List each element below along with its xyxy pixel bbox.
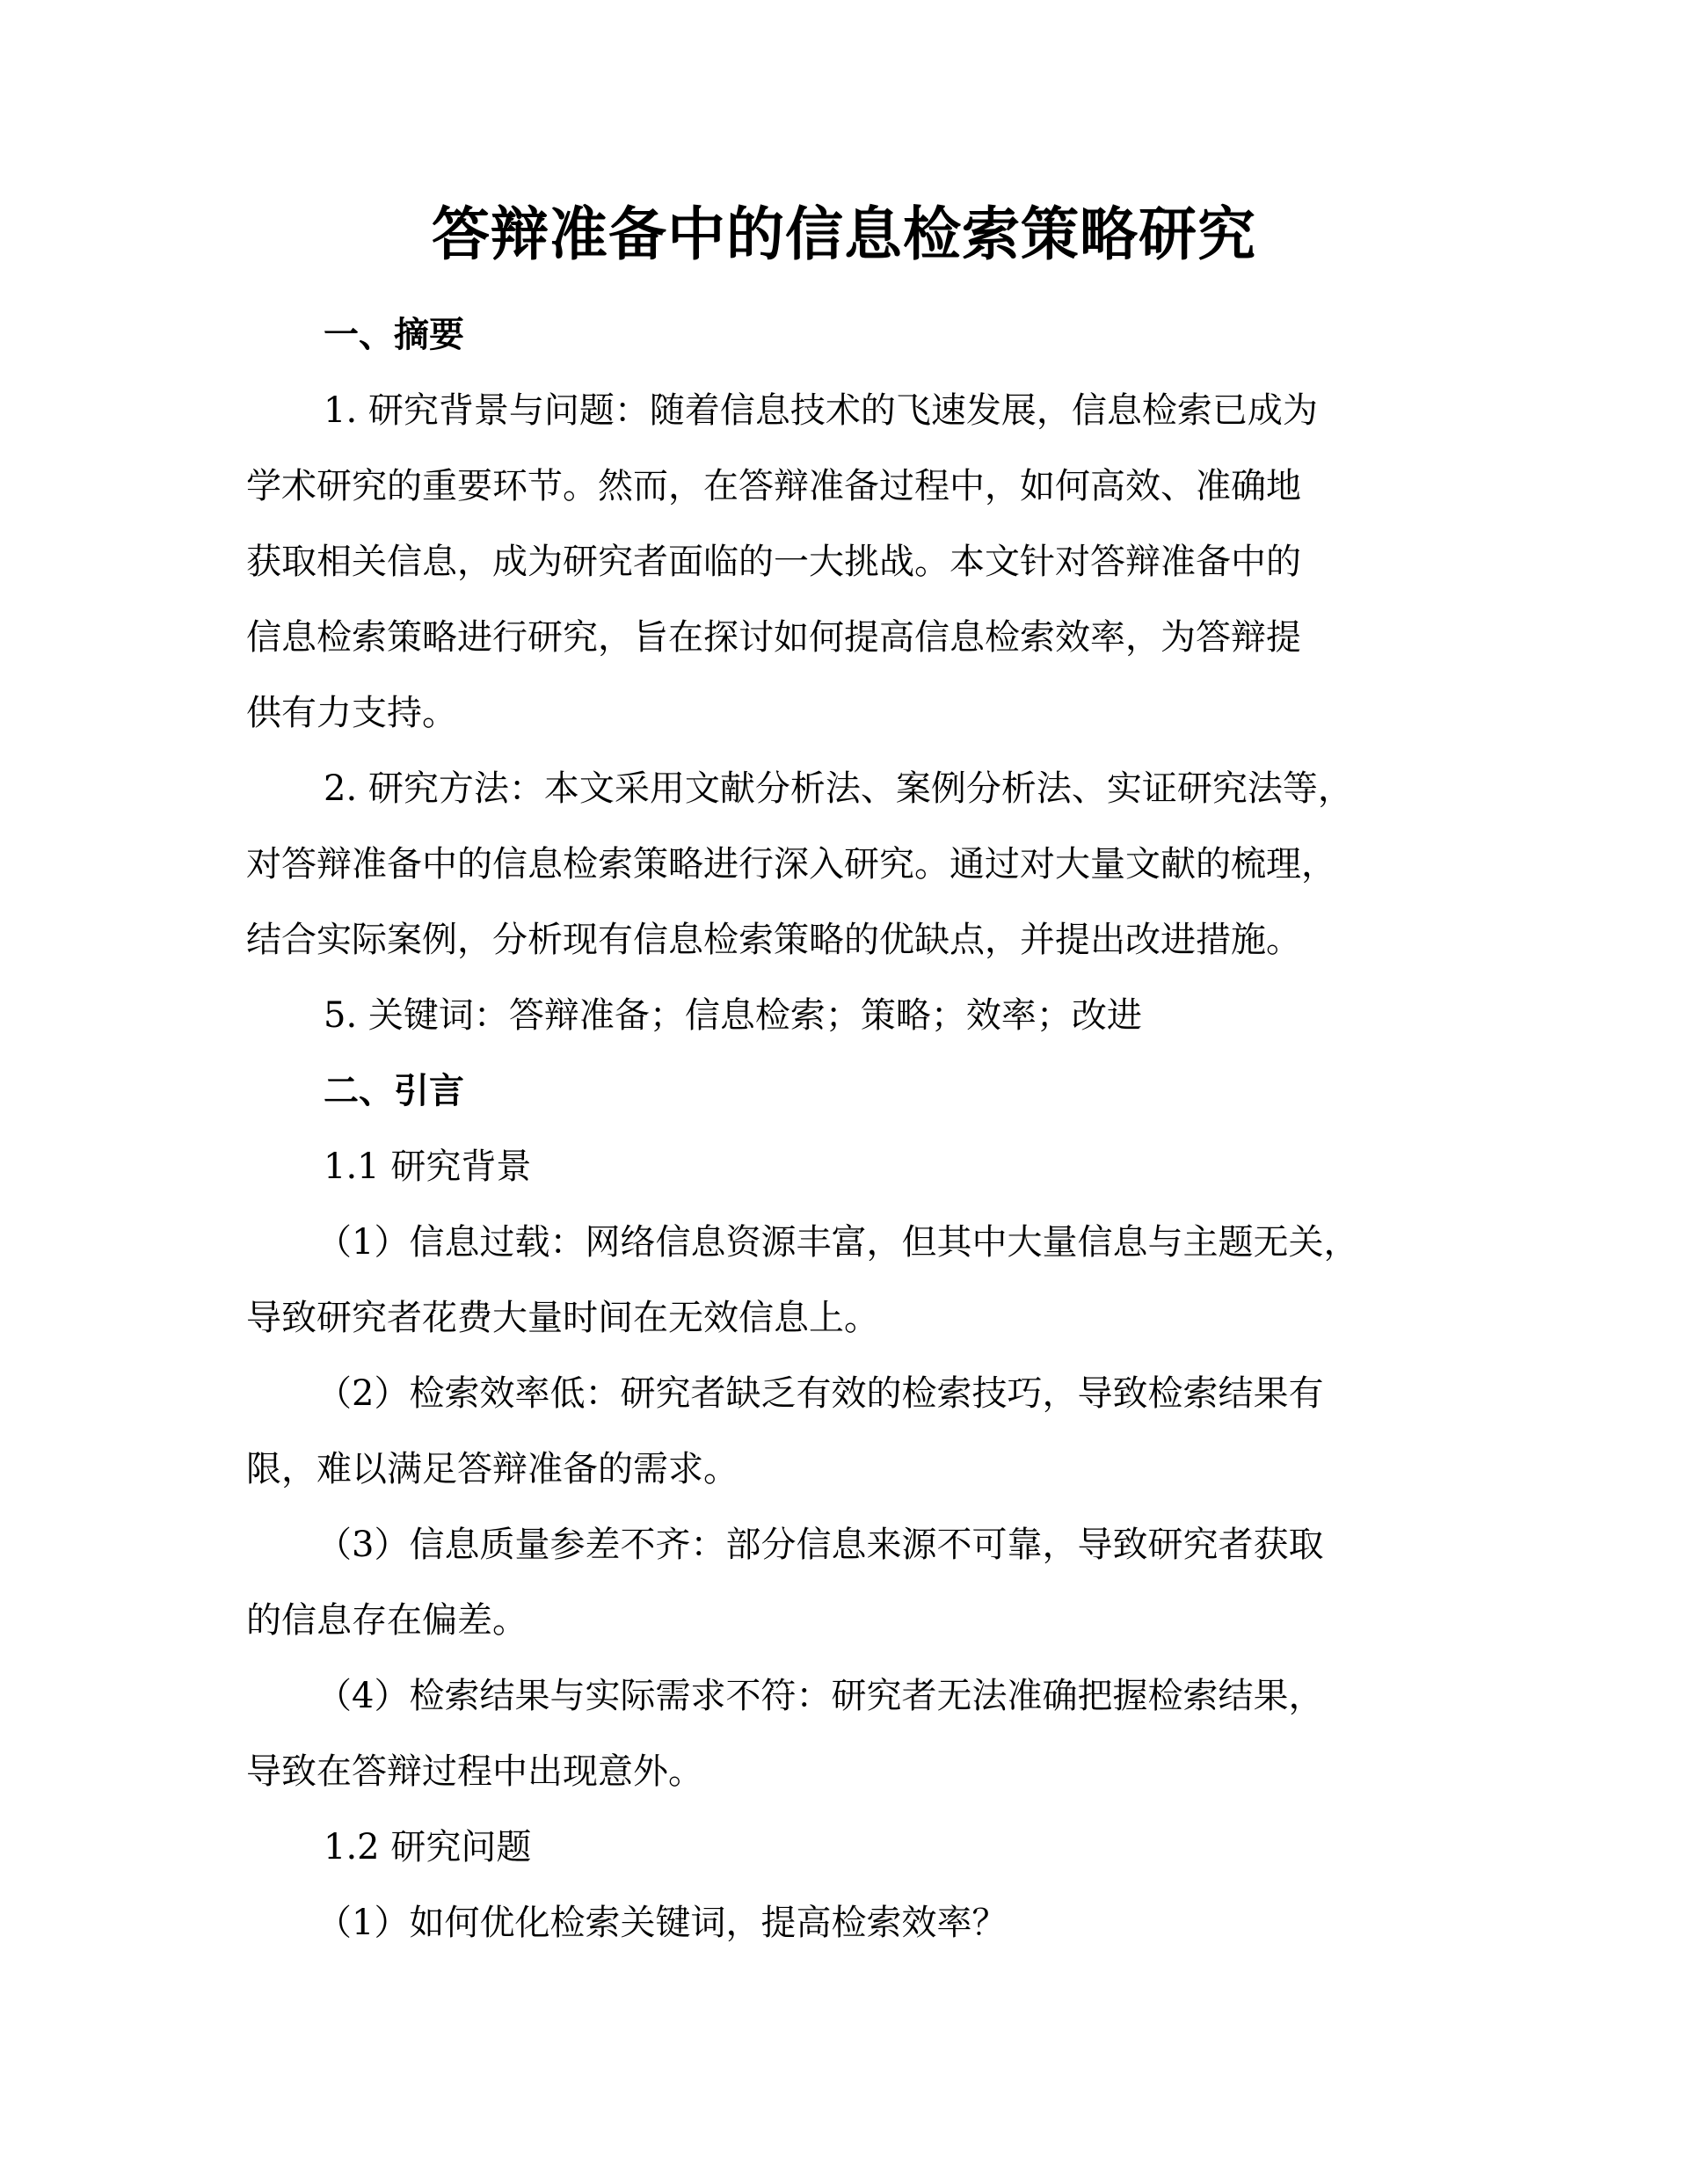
- keywords-line: 5. 关键词：答辩准备；信息检索；策略；效率；改进: [324, 995, 1142, 1036]
- paragraph-line: 2. 研究方法：本文采用文献分析法、案例分析法、实证研究法等，: [324, 768, 1353, 809]
- paragraph-line: 导致研究者花费大量时间在无效信息上。: [246, 1298, 879, 1338]
- paragraph-line: （3）信息质量参差不齐：部分信息来源不可靠，导致研究者获取: [316, 1525, 1324, 1565]
- document-title: 答辩准备中的信息检索策略研究: [432, 200, 1256, 268]
- paragraph-line: 导致在答辩过程中出现意外。: [246, 1751, 703, 1792]
- paragraph-line: 结合实际案例，分析现有信息检索策略的优缺点，并提出改进措施。: [246, 920, 1301, 960]
- section-heading-intro: 二、引言: [324, 1071, 464, 1111]
- paragraph-line: （4）检索结果与实际需求不符：研究者无法准确把握检索结果，: [316, 1676, 1324, 1716]
- paragraph-line: 信息检索策略进行研究，旨在探讨如何提高信息检索效率，为答辩提: [246, 617, 1301, 658]
- paragraph-line: 1. 研究背景与问题：随着信息技术的飞速发展，信息检索已成为: [324, 390, 1318, 431]
- section-heading-abstract: 一、摘要: [324, 315, 464, 355]
- paragraph-line: 的信息存在偏差。: [246, 1600, 528, 1641]
- paragraph-line: 供有力支持。: [246, 693, 457, 733]
- paragraph-line: 对答辩准备中的信息检索策略进行深入研究。通过对大量文献的梳理，: [246, 844, 1336, 885]
- paragraph-line: （1）信息过载：网络信息资源丰富，但其中大量信息与主题无关，: [316, 1222, 1359, 1263]
- paragraph-line: （1）如何优化检索关键词，提高检索效率？: [316, 1903, 1008, 1943]
- subheading-research-background: 1.1 研究背景: [324, 1147, 532, 1187]
- paragraph-line: 学术研究的重要环节。然而，在答辩准备过程中，如何高效、准确地: [246, 466, 1301, 506]
- paragraph-line: 获取相关信息，成为研究者面临的一大挑战。本文针对答辩准备中的: [246, 542, 1301, 582]
- document-body: [246, 297, 1424, 1961]
- paragraph-line: 限，难以满足答辩准备的需求。: [246, 1449, 738, 1489]
- subheading-research-questions: 1.2 研究问题: [324, 1827, 532, 1867]
- paragraph-line: （2）检索效率低：研究者缺乏有效的检索技巧，导致检索结果有: [316, 1373, 1324, 1414]
